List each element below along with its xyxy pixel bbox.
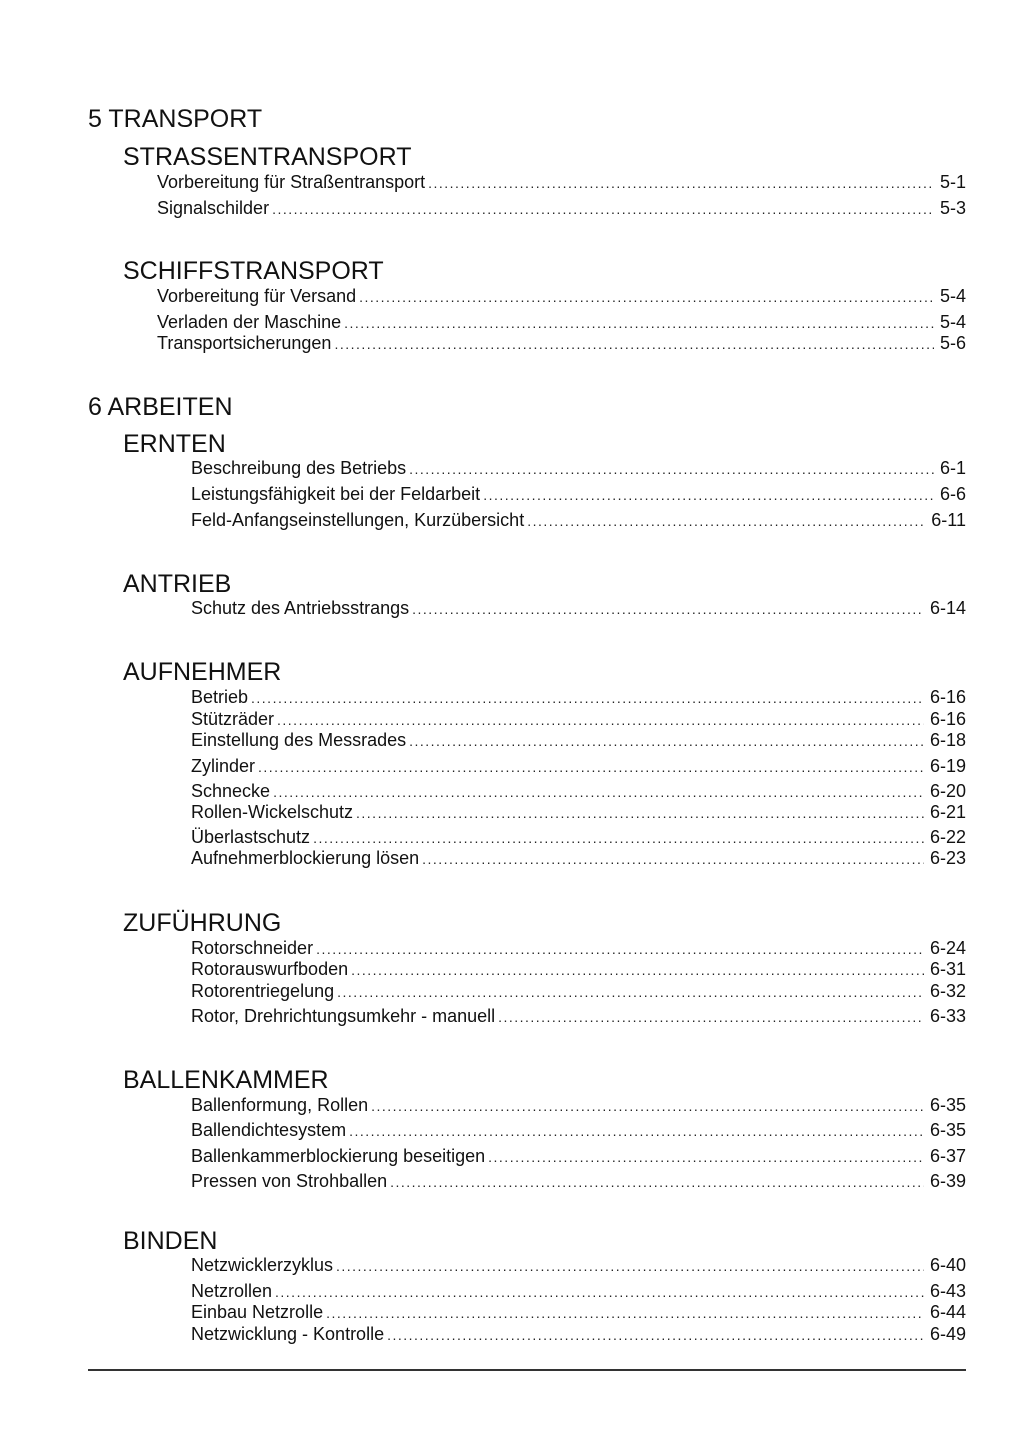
toc-entry-page: 6-33 bbox=[929, 1006, 966, 1026]
toc-entry-title: Rollen-Wickelschutz bbox=[191, 802, 354, 822]
toc-entry[interactable] bbox=[191, 457, 966, 479]
toc-entry-title: Zylinder bbox=[191, 756, 256, 776]
toc-entry[interactable] bbox=[191, 597, 966, 619]
toc-entry-title: Stützräder bbox=[191, 709, 275, 729]
toc-entry-page: 6-22 bbox=[929, 827, 966, 847]
dot-leader bbox=[326, 1302, 924, 1324]
toc-entry[interactable] bbox=[191, 801, 966, 823]
toc-entry-page: 6-31 bbox=[929, 959, 966, 979]
dot-leader bbox=[272, 198, 934, 220]
toc-entry[interactable] bbox=[191, 1170, 966, 1192]
dot-leader bbox=[313, 827, 924, 849]
dot-leader bbox=[273, 781, 924, 803]
toc-entry-page: 6-35 bbox=[929, 1095, 966, 1115]
toc-entry-title: Einbau Netzrolle bbox=[191, 1302, 324, 1322]
toc-entry[interactable] bbox=[191, 686, 966, 708]
toc-entry-title: Schnecke bbox=[191, 781, 271, 801]
toc-entry-title: Transportsicherungen bbox=[157, 333, 332, 353]
toc-entry-title: Ballenformung, Rollen bbox=[191, 1095, 369, 1115]
dot-leader bbox=[390, 1171, 924, 1193]
toc-entry-page: 6-44 bbox=[929, 1302, 966, 1322]
chapter-heading: 5 TRANSPORT bbox=[88, 105, 263, 133]
toc-entry-page: 6-6 bbox=[939, 484, 966, 504]
dot-leader bbox=[275, 1281, 924, 1303]
toc-entry-page: 5-4 bbox=[939, 286, 966, 306]
dot-leader bbox=[387, 1324, 924, 1346]
toc-entry-title: Rotor, Drehrichtungsumkehr - manuell bbox=[191, 1006, 496, 1026]
toc-entry[interactable] bbox=[191, 729, 966, 751]
section-heading: STRASSENTRANSPORT bbox=[123, 143, 412, 171]
toc-entry-page: 6-43 bbox=[929, 1281, 966, 1301]
footer-rule bbox=[88, 1369, 966, 1371]
toc-entry[interactable] bbox=[157, 332, 966, 354]
toc-entry[interactable] bbox=[191, 708, 966, 730]
section-heading: ERNTEN bbox=[123, 430, 226, 458]
toc-entry-page: 5-1 bbox=[939, 172, 966, 192]
toc-entry-page: 5-4 bbox=[939, 312, 966, 332]
toc-entry-title: Betrieb bbox=[191, 687, 249, 707]
dot-leader bbox=[334, 333, 934, 355]
toc-entry-title: Netzwicklung - Kontrolle bbox=[191, 1324, 385, 1344]
dot-leader bbox=[344, 312, 934, 334]
toc-entry[interactable] bbox=[191, 780, 966, 802]
section-heading: BALLENKAMMER bbox=[123, 1066, 329, 1094]
toc-entry-page: 6-39 bbox=[929, 1171, 966, 1191]
dot-leader bbox=[251, 687, 924, 709]
toc-entry-page: 6-11 bbox=[931, 510, 966, 530]
toc-entry-page: 6-35 bbox=[929, 1120, 966, 1140]
dot-leader bbox=[422, 848, 924, 870]
toc-entry-title: Ballenkammerblockierung beseitigen bbox=[191, 1146, 486, 1166]
section-heading: ZUFÜHRUNG bbox=[123, 909, 282, 937]
dot-leader bbox=[412, 598, 924, 620]
dot-leader bbox=[409, 458, 934, 480]
toc-entry[interactable] bbox=[191, 1145, 966, 1167]
toc-entry-title: Pressen von Strohballen bbox=[191, 1171, 388, 1191]
toc-entry[interactable] bbox=[191, 1323, 966, 1345]
toc-entry-title: Signalschilder bbox=[157, 198, 270, 218]
toc-entry-page: 6-16 bbox=[929, 709, 966, 729]
section-heading: ANTRIEB bbox=[123, 570, 232, 598]
toc-entry[interactable] bbox=[191, 826, 966, 848]
toc-entry[interactable] bbox=[191, 483, 966, 505]
section-heading: BINDEN bbox=[123, 1227, 218, 1255]
dot-leader bbox=[359, 286, 934, 308]
toc-entry[interactable] bbox=[157, 285, 966, 307]
toc-entry-title: Schutz des Antriebsstrangs bbox=[191, 598, 410, 618]
toc-entry-page: 6-32 bbox=[929, 981, 966, 1001]
dot-leader bbox=[351, 959, 924, 981]
dot-leader bbox=[371, 1095, 924, 1117]
toc-entry-page: 6-1 bbox=[939, 458, 966, 478]
toc-entry[interactable] bbox=[157, 197, 966, 219]
toc-entry-title: Überlastschutz bbox=[191, 827, 311, 847]
toc-entry[interactable] bbox=[191, 755, 966, 777]
toc-entry-title: Netzwicklerzyklus bbox=[191, 1255, 334, 1275]
toc-entry-page: 6-24 bbox=[929, 938, 966, 958]
toc-entry[interactable] bbox=[191, 1280, 966, 1302]
toc-entry-page: 6-23 bbox=[929, 848, 966, 868]
toc-entry-title: Netzrollen bbox=[191, 1281, 273, 1301]
dot-leader bbox=[498, 1006, 924, 1028]
toc-entry-page: 6-19 bbox=[929, 756, 966, 776]
toc-entry-title: Verladen der Maschine bbox=[157, 312, 342, 332]
toc-entry-title: Rotorschneider bbox=[191, 938, 314, 958]
dot-leader bbox=[336, 1255, 924, 1277]
toc-entry-title: Rotorauswurfboden bbox=[191, 959, 349, 979]
toc-entry[interactable] bbox=[191, 1254, 966, 1276]
toc-entry[interactable] bbox=[191, 958, 966, 980]
dot-leader bbox=[277, 709, 924, 731]
dot-leader bbox=[316, 938, 924, 960]
toc-entry[interactable] bbox=[191, 1119, 966, 1141]
toc-entry[interactable] bbox=[157, 171, 966, 193]
section-heading: SCHIFFSTRANSPORT bbox=[123, 257, 384, 285]
toc-entry-page: 6-40 bbox=[929, 1255, 966, 1275]
toc-entry[interactable] bbox=[191, 980, 966, 1002]
dot-leader bbox=[337, 981, 924, 1003]
dot-leader bbox=[356, 802, 924, 824]
toc-entry-page: 6-49 bbox=[929, 1324, 966, 1344]
dot-leader bbox=[409, 730, 924, 752]
chapter-heading: 6 ARBEITEN bbox=[88, 393, 233, 421]
toc-entry-title: Vorbereitung für Versand bbox=[157, 286, 357, 306]
toc-entry[interactable] bbox=[191, 847, 966, 869]
toc-entry-page: 6-14 bbox=[929, 598, 966, 618]
dot-leader bbox=[527, 510, 925, 532]
toc-entry-title: Leistungsfähigkeit bei der Feldarbeit bbox=[191, 484, 481, 504]
dot-leader bbox=[483, 484, 934, 506]
toc-entry[interactable] bbox=[191, 1301, 966, 1323]
toc-entry-title: Beschreibung des Betriebs bbox=[191, 458, 407, 478]
toc-entry[interactable] bbox=[157, 311, 966, 333]
toc-entry-title: Feld-Anfangseinstellungen, Kurzübersicht bbox=[191, 510, 525, 530]
dot-leader bbox=[488, 1146, 924, 1168]
toc-entry-page: 6-18 bbox=[929, 730, 966, 750]
toc-entry-title: Ballendichtesystem bbox=[191, 1120, 347, 1140]
toc-entry-page: 6-20 bbox=[929, 781, 966, 801]
dot-leader bbox=[258, 756, 924, 778]
toc-entry-page: 5-3 bbox=[939, 198, 966, 218]
section-heading: AUFNEHMER bbox=[123, 658, 282, 686]
toc-entry-title: Aufnehmerblockierung lösen bbox=[191, 848, 420, 868]
dot-leader bbox=[428, 172, 934, 194]
toc-entry[interactable] bbox=[191, 937, 966, 959]
toc-entry-page: 6-16 bbox=[929, 687, 966, 707]
dot-leader bbox=[349, 1120, 924, 1142]
toc-entry-page: 5-6 bbox=[939, 333, 966, 353]
toc-entry[interactable] bbox=[191, 1005, 966, 1027]
toc-entry[interactable] bbox=[191, 509, 966, 531]
toc-entry-title: Vorbereitung für Straßentransport bbox=[157, 172, 426, 192]
toc-entry-page: 6-37 bbox=[929, 1146, 966, 1166]
toc-entry-page: 6-21 bbox=[929, 802, 966, 822]
toc-entry-title: Einstellung des Messrades bbox=[191, 730, 407, 750]
toc-entry-title: Rotorentriegelung bbox=[191, 981, 335, 1001]
toc-entry[interactable] bbox=[191, 1094, 966, 1116]
